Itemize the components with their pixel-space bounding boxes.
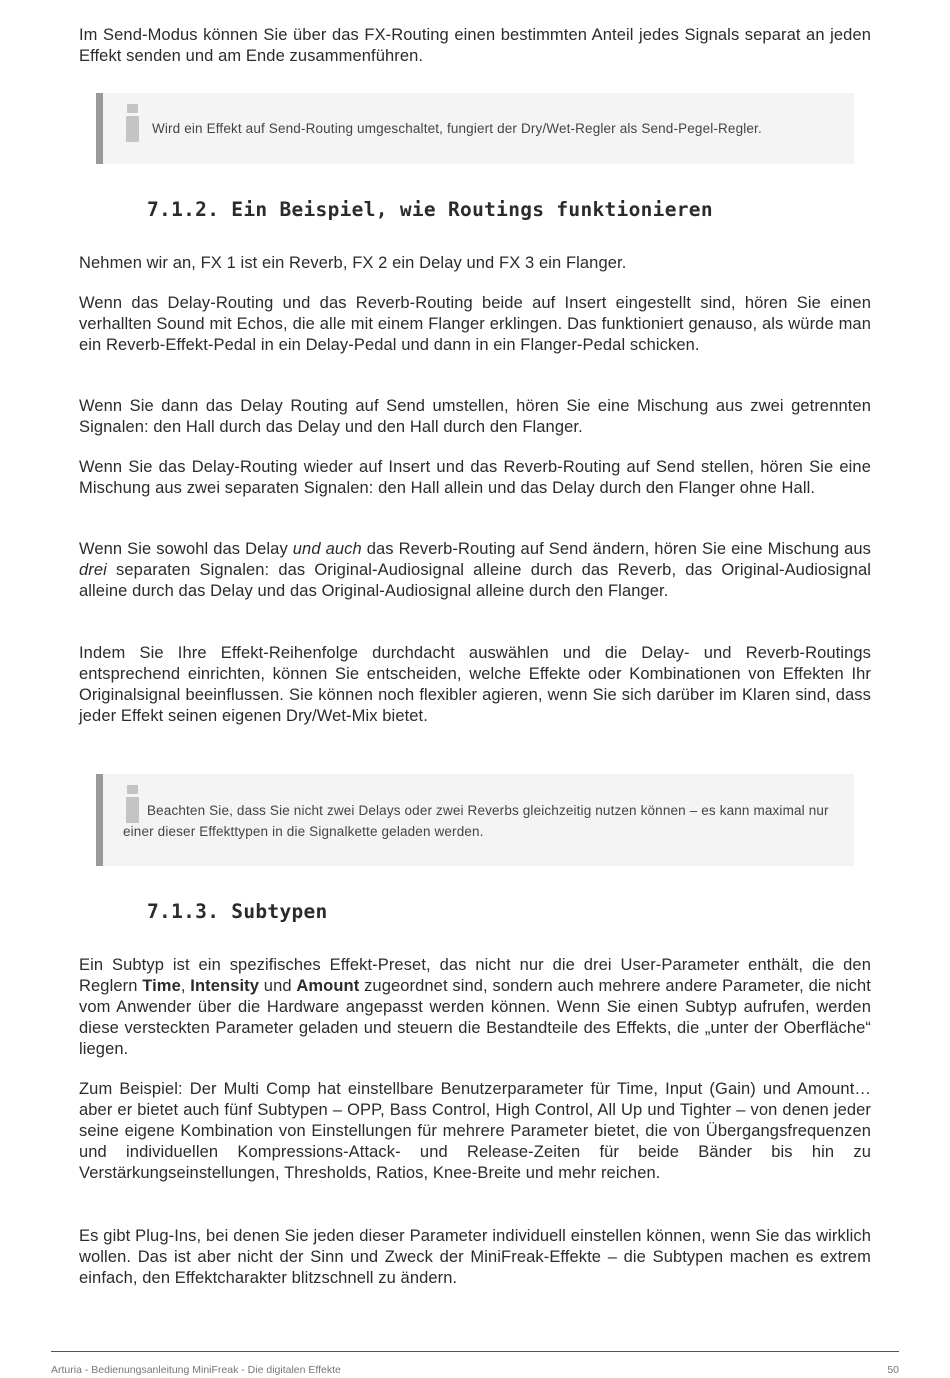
info-note xyxy=(96,93,854,164)
paragraph: Wenn Sie dann das Delay Routing auf Send umstellen, hören Sie eine Mischung aus zwei getrennten Signalen: den Hall durch das Delay und den Hall durch den Flanger. xyxy=(79,397,871,436)
info-note-text: Wird ein Effekt auf Send-Routing umgeschaltet, fungiert der Dry/Wet-Regler als Send-Pegel-Regler. xyxy=(152,121,762,136)
paragraph: Zum Beispiel: Der Multi Comp hat einstellbare Benutzerparameter für Time, Input (Gain) und Amount… aber er bietet auch fünf Subtypen – OPP, Bass Control, High Control, All Up und Tighter – von denen jeder seine eigene Kombination von Einstellungen für mehrere Parameter bietet, die von Übergangsfrequenzen und individuellen Kompressions-Attack- und Release-Zeiten für beide Bänder bis hin zu Verstärkungseinstellungen, Thresholds, Ratios, Knee-Breite und mehr reichen. xyxy=(79,1080,871,1182)
paragraph: Wenn Sie das Delay-Routing wieder auf Insert und das Reverb-Routing auf Send stellen, hören Sie eine Mischung aus zwei separaten Signalen: den Hall allein und das Delay durch den Flanger ohne Hall. xyxy=(79,458,871,497)
section-heading: 7.1.2. Ein Beispiel, wie Routings funktionieren xyxy=(147,198,713,221)
paragraph: Es gibt Plug-Ins, bei denen Sie jeden dieser Parameter individuell einstellen können, wenn Sie das wirklich wollen. Das ist aber nicht der Sinn und Zweck der MiniFreak-Effekte – die Subtypen machen es extrem einfach, den Effektcharakter blitzschnell zu ändern. xyxy=(79,1227,871,1287)
paragraph: Nehmen wir an, FX 1 ist ein Reverb, FX 2 ein Delay und FX 3 ein Flanger. xyxy=(79,254,627,272)
info-note-text: Beachten Sie, dass Sie nicht zwei Delays oder zwei Reverbs gleichzeitig nutzen können – es kann maximal nur einer dieser Effekttypen in die Signalkette geladen werden. xyxy=(123,803,829,839)
emphasis: drei xyxy=(79,561,107,579)
emphasis: und auch xyxy=(292,540,362,558)
section-heading: 7.1.3. Subtypen xyxy=(147,900,328,923)
bold-term: Time xyxy=(142,977,181,995)
info-note xyxy=(96,774,854,866)
paragraph: Indem Sie Ihre Effekt-Reihenfolge durchdacht auswählen und die Delay- und Reverb-Routings entsprechend einrichten, können Sie entscheiden, welche Effekte oder Kombinationen von Effekten Ihr Originalsignal beeinflussen. Sie können noch flexibler agieren, wenn Sie sich darüber im Klaren sind, dass jeder Effekt seinen eigenen Dry/Wet-Mix bietet. xyxy=(79,644,871,725)
bold-term: Amount xyxy=(296,977,360,995)
paragraph: Wenn das Delay-Routing und das Reverb-Routing beide auf Insert eingestellt sind, hören Sie einen verhallten Sound mit Echos, die alle mit einem Flanger erklingen. Das funktioniert genauso, als würde man ein Reverb-Effekt-Pedal in ein Delay-Pedal und dann in ein Flanger-Pedal schicken. xyxy=(79,294,871,354)
bold-term: Intensity xyxy=(190,977,260,995)
paragraph-send-mode: Im Send-Modus können Sie über das FX-Routing einen bestimmten Anteil jedes Signals separat an jeden Effekt senden und am Ende zusammenführen. xyxy=(79,26,871,65)
footer-divider xyxy=(51,1351,899,1352)
paragraph: Ein Subtyp ist ein spezifisches Effekt-Preset, das nicht nur die drei User-Parameter enthält, die den Reglern Time, Intensity und Amount zugeordnet sind, sondern auch mehrere andere Parameter, die nicht vom Anwender über die Hardware angepasst werden können. Wenn Sie einen Subtyp aufrufen, werden diese versteckten Parameter geladen und steuern die Bestandteile des Effekts, die „unter der Oberfläche“ liegen. xyxy=(79,956,871,1058)
footer-title: Arturia - Bedienungsanleitung MiniFreak - Die digitalen Effekte xyxy=(51,1364,341,1376)
page-number: 50 xyxy=(887,1364,899,1376)
paragraph: Wenn Sie sowohl das Delay und auch das Reverb-Routing auf Send ändern, hören Sie eine Mischung aus drei separaten Signalen: das Original-Audiosignal alleine durch das Reverb, das Original-Audiosignal alleine durch das Delay und das Original-Audiosignal alleine durch den Flanger. xyxy=(79,540,871,600)
